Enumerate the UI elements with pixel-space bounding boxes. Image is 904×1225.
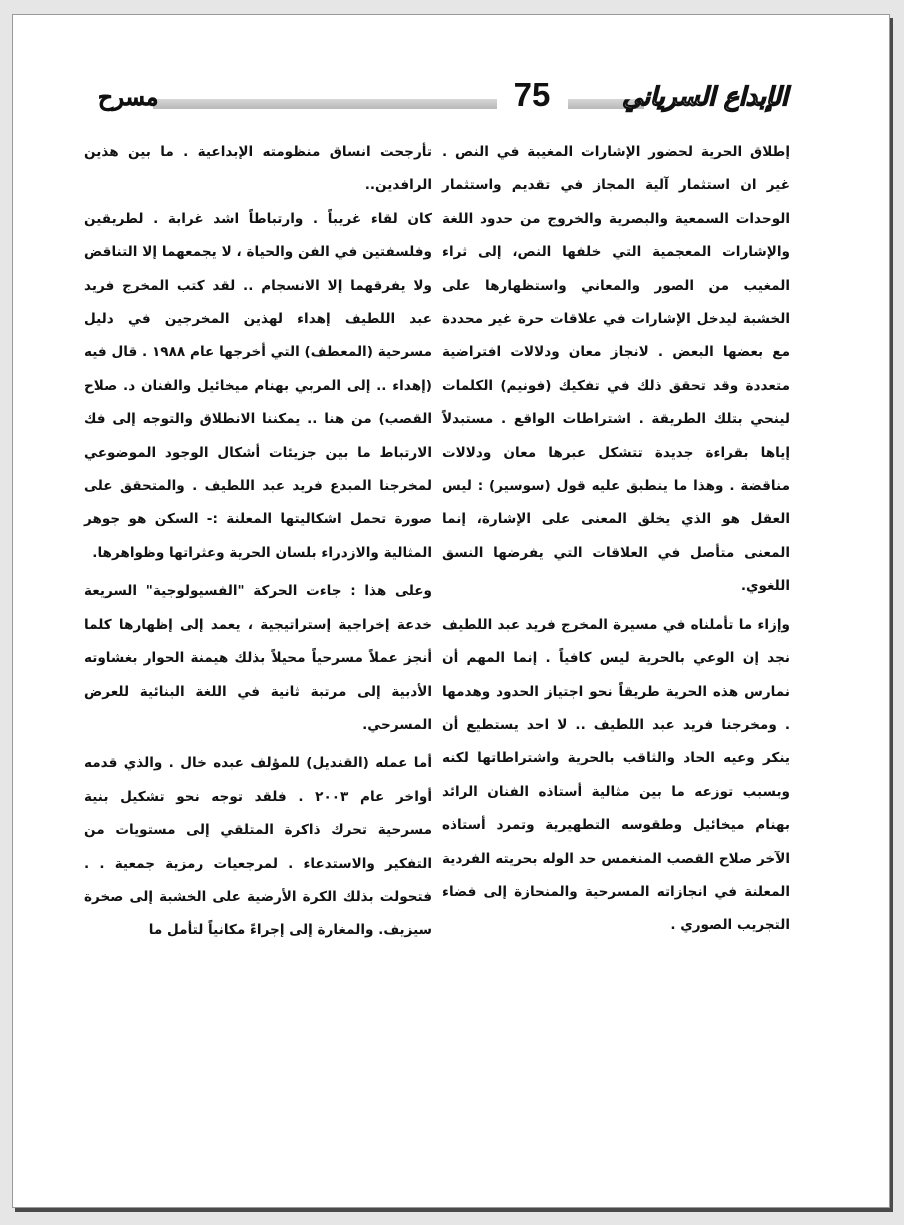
left-column (84, 136, 432, 948)
header-rule-left (153, 99, 497, 109)
paragraph: كان لقاء غريباً . وارتباطاً اشد غرابة . لطريقين وفلسفتين في الفن والحياة ، لا يجمعهما إلا التناقض ولا يفرقهما إلا الانسجام .. لقد كتب المخرج فريد عبد اللطيف إهداء لهذين المخرجين في دليل مسرحية (المعطف) التي أخرجها عام ١٩٨٨ . قال فيه (إهداء .. إلى المربي بهنام ميخائيل والفنان د. صلاح القصب) من هنا .. يمكننا الانطلاق والتوجه إلى فك الارتباط ما بين جزيئات أشكال الوجود الموضوعي لمخرجنا المبدع فريد عبد اللطيف . والمتحقق على صورة تحمل اشكاليتها المعلنة :- السكن هو جوهر المثالية والازدراء بلسان الحرية وعثراتها وظواهرها. (84, 210, 433, 561)
page-number: 75 (513, 76, 551, 113)
magazine-title: الإبداع السرياني (622, 82, 788, 111)
paragraph: أما عمله (القنديل) للمؤلف عبده خال . والذي قدمه أواخر عام ٢٠٠٣ . فلقد توجه نحو تشكيل بنية مسرحية تحرك ذاكرة المتلقي إلى مستويات من التفكير والاستدعاء . لمرجعيات رمزية جمعية . . فتحولت بذلك الكرة الأرضية على الخشبة إلى صخرة سيزيف. والمغارة إلى إجراءً مكانياً لتأمل ما (84, 755, 432, 939)
paragraph: إطلاق الحرية لحضور الإشارات المغيبة في النص . غير ان استثمار آلية المجاز في تقديم واستثمار الوحدات السمعية والبصرية والخروج من حدود اللغة والإشارات المعجمية التي خلفها النص، إلى ثراء المغيب من الصور والمعاني واستظهارها على الخشبة ليدخل الإشارات في علاقات حرة غير محددة مع بعضها البعض . لانجاز معان ودلالات افتراضية متعددة وقد تحقق ذلك في تفكيك (فونيم) الكلمات لينحي بتلك الطريقة . اشتراطات الواقع . مستبدلاً إياها بقراءة جديدة تتشكل عبرها معان ودلالات مناقضة . وهذا ما ينطبق عليه قول (سوسير) : ليس العقل هو الذي يخلق المعنى على الإشارة، إنما المعنى متأصل في العلاقات التي يفرضها النسق اللغوي. (442, 144, 790, 595)
paragraph: وإزاء ما تأملناه في مسيرة المخرج فريد عبد اللطيف نجد إن الوعي بالحرية ليس كافياً . إنما المهم أن نمارس هذه الحرية طريقاً نحو اجتياز الحدود وهدمها . ومخرجنا فريد عبد اللطيف .. لا احد يستطيع أن ينكر وعيه الحاد والثاقب بالحرية واشتراطاتها لكنه وبسبب توزعه ما بين مثالية أستاذه الفنان الرائد بهنام ميخائيل وطقوسه التطهيرية وتمرد أستاذه الآخر صلاح القصب المنغمس حد الوله بحريته الفردية المعلنة في انجازاته المسرحية والمنحازة إلى فضاء التجريب الصوري . (442, 616, 790, 934)
section-name: مسرح (98, 84, 159, 111)
paragraph: وعلى هذا : جاءت الحركة "الفسيولوجية" السريعة خدعة إخراجية إستراتيجية ، يعمد إلى إظهارها كلما أنجز عملاً مسرحياً محيلاً بذلك هيمنة الحوار بغشاوته الأدبية إلى مرتبة ثانية في اللغة البنائية للعرض المسرحي. (84, 583, 432, 733)
right-column (442, 136, 790, 943)
page-header (98, 76, 788, 122)
paragraph: تأرجحت انساق منظومته الإبداعية . ما بين هذين الرافدين.. (84, 144, 432, 194)
